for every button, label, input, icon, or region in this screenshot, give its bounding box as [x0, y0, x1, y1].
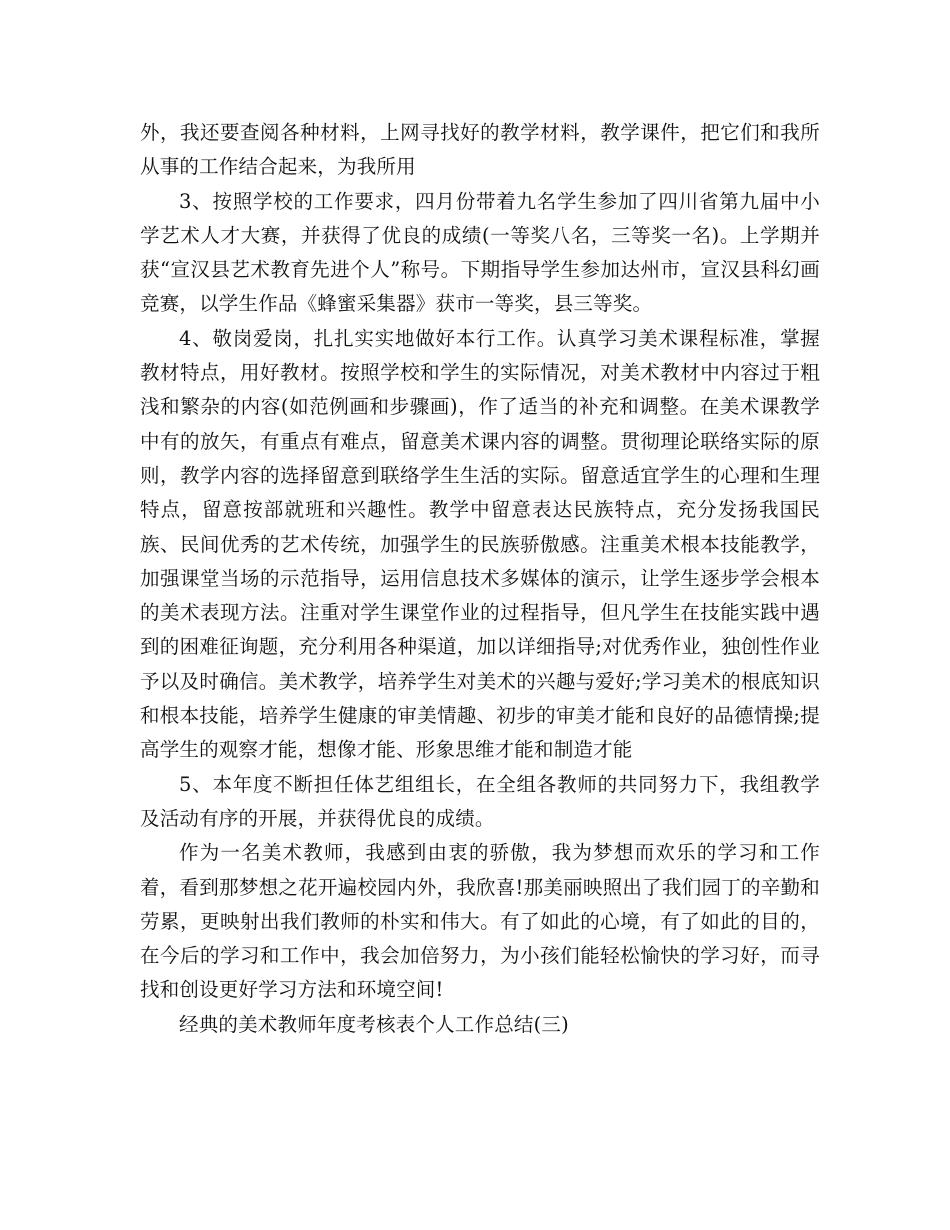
paragraph-item-5: 5、本年度不断担任体艺组组长，在全组各教师的共同努力下，我组教学及活动有序的开展，并获得优良的成绩。 — [140, 772, 820, 830]
document-body — [140, 116, 820, 1042]
paragraph-continuation: 外，我还要查阅各种材料，上网寻找好的教学材料，教学课件，把它们和我所从事的工作结合起来，为我所用 — [140, 121, 820, 179]
paragraph-item-3: 3、按照学校的工作要求，四月份带着九名学生参加了四川省第九届中小学艺术人才大赛，并获得了优良的成绩(一等奖八名，三等奖一名)。上学期并获“宣汉县艺术教育先进个人”称号。下期指导学生参加达州市，宣汉县科幻画竞赛，以学生作品《蜂蜜采集器》获市一等奖，县三等奖。 — [140, 189, 820, 316]
section-heading: 经典的美术教师年度考核表个人工作总结(三) — [179, 1012, 569, 1036]
paragraph-item-4: 4、敬岗爱岗，扎扎实实地做好本行工作。认真学习美术课程标准，掌握教材特点，用好教材。按照学校和学生的实际情况，对美术教材中内容过于粗浅和繁杂的内容(如范例画和步骤画)，作了适当的补充和调整。在美术课教学中有的放矢，有重点有难点，留意美术课内容的调整。贯彻理论联络实际的原则，教学内容的选择留意到联络学生生活的实际。留意适宜学生的心理和生理特点，留意按部就班和兴趣性。教学中留意表达民族特点，充分发扬我国民族、民间优秀的艺术传统，加强学生的民族骄傲感。注重美术根本技能教学，加强课堂当场的示范指导，运用信息技术多媒体的演示，让学生逐步学会根本的美术表现方法。注重对学生课堂作业的过程指导，但凡学生在技能实践中遇到的困难征询题，充分利用各种渠道，加以详细指导;对优秀作业，独创性作业予以及时确信。美术教学，培养学生对美术的兴趣与爱好;学习美术的根底知识和根本技能，培养学生健康的审美情趣、初步的审美才能和良好的品德情操;提高学生的观察才能，想像才能、形象思维才能和制造才能 — [140, 326, 820, 762]
paragraph-closing: 作为一名美术教师，我感到由衷的骄傲，我为梦想而欢乐的学习和工作着，看到那梦想之花开遍校园内外，我欣喜!那美丽映照出了我们园丁的辛勤和劳累，更映射出我们教师的朴实和伟大。有了如此的心境，有了如此的目的，在今后的学习和工作中，我会加倍努力，为小孩们能轻松愉快的学习好，而寻找和创设更好学习方法和环境空间! — [140, 841, 820, 1002]
